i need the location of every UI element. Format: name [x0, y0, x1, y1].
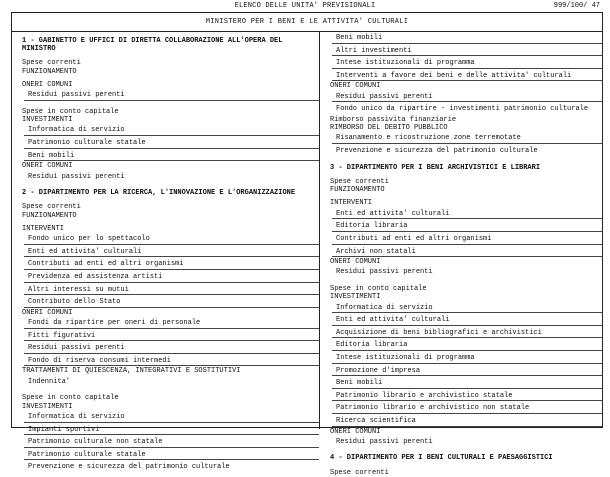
expense-category: Spese correnti	[22, 59, 81, 68]
subcategory-label: FUNZIONAMENTO	[22, 211, 77, 220]
budget-item: Fondo di riserva consumi intermedi	[12, 355, 319, 368]
subcategory-label: INVESTIMENTI	[330, 293, 381, 302]
budget-item: Editoria libraria	[320, 339, 602, 352]
budget-item: Patrimonio librario e archivistico statale	[320, 390, 602, 403]
section-heading: 4 - DIPARTIMENTO PER I BENI CULTURALI E PAESAGGISTICI	[330, 454, 553, 463]
budget-item: Interventi a favore dei beni e delle attivita' culturali	[320, 70, 602, 83]
budget-item: Patrimonio culturale statale	[12, 449, 319, 462]
subcategory-label: TRATTAMENTI DI QUIESCENZA, INTEGRATIVI E SOSTITUTIVI	[22, 367, 241, 376]
columns	[12, 32, 602, 477]
budget-item: Intese istituzionali di programma	[320, 57, 602, 70]
budget-item: Enti ed attivita' culturali	[12, 246, 319, 259]
budget-item: Residui passivi perenti	[28, 172, 125, 181]
budget-item: Contributi ad enti ed altri organismi	[12, 258, 319, 271]
budget-item: Informatica di servizio	[12, 124, 319, 137]
subcategory-label: INVESTIMENTI	[22, 402, 73, 411]
page-code: 999/100/ 47	[553, 2, 600, 10]
left-column	[12, 32, 320, 472]
budget-item: Informatica di servizio	[320, 302, 602, 315]
budget-item: Promozione d'impresa	[320, 365, 602, 378]
subcategory-label: FUNZIONAMENTO	[330, 186, 385, 195]
budget-item: Indennita'	[28, 377, 71, 386]
subcategory-label: ONERI COMUNI	[330, 427, 381, 436]
subcategory-label: ONERI COMUNI	[22, 308, 73, 317]
budget-item: Fondo unico da ripartire - investimenti patrimonio culturale	[336, 105, 589, 114]
subcategory-label: ONERI COMUNI	[22, 81, 73, 89]
budget-item: Fitti figurativi	[12, 330, 319, 343]
subcategory-label: INTERVENTI	[330, 199, 373, 208]
budget-item: Beni mobili	[12, 150, 319, 163]
budget-item: Archivi non statali	[320, 246, 602, 259]
budget-item: Altri interessi su mutui	[12, 284, 319, 297]
expense-category: Spese correnti	[330, 177, 389, 186]
expense-category: Spese in conto capitale	[22, 394, 119, 403]
budget-item: Prevenzione e sicurezza del patrimonio culturale	[28, 463, 230, 472]
budget-item: Ricerca scientifica	[320, 415, 602, 428]
budget-item: Previdenza ed assistenza artisti	[12, 271, 319, 284]
subcategory-label: FUNZIONAMENTO	[22, 67, 77, 76]
budget-item: Impianti sportivi	[12, 424, 319, 437]
budget-item: Contributo dello Stato	[12, 296, 319, 309]
section-heading: 2 - DIPARTIMENTO PER LA RICERCA, L'INNOVAZIONE E L'ORGANIZZAZIONE	[22, 189, 296, 198]
subcategory-label: INVESTIMENTI	[22, 116, 73, 125]
budget-item: Patrimonio culturale statale	[12, 137, 319, 150]
table-frame	[11, 12, 603, 477]
right-column	[320, 32, 602, 477]
budget-item: Acquisizione di beni bibliografici e archivistici	[320, 327, 602, 340]
expense-category: Spese correnti	[330, 468, 389, 477]
subcategory-label: INTERVENTI	[22, 224, 65, 233]
budget-item: Editoria libraria	[320, 220, 602, 233]
expense-category: Spese correnti	[22, 203, 81, 212]
budget-item: Patrimonio librario e archivistico non statale	[320, 402, 602, 415]
budget-item: Patrimonio culturale non statale	[12, 436, 319, 449]
budget-item: Enti ed attivita' culturali	[320, 208, 602, 221]
budget-item: Beni mobili	[320, 377, 602, 390]
subcategory-label: RIMBORSO DEL DEBITO PUBBLICO	[330, 124, 448, 133]
expense-category: Spese in conto capitale	[22, 107, 119, 116]
expense-category: Spese in conto capitale	[330, 285, 427, 293]
section-heading: 1 - GABINETTO E UFFICI DI DIRETTA COLLABORAZIONE ALL'OPERA DEL MINISTRO	[22, 37, 283, 54]
budget-item: Residui passivi perenti	[12, 89, 319, 102]
budget-item: Altri investimenti	[320, 45, 602, 58]
budget-item: Prevenzione e sicurezza del patrimonio culturale	[336, 147, 538, 156]
subcategory-label: ONERI COMUNI	[22, 162, 73, 171]
document-title: ELENCO DELLE UNITA' PREVISIONALI	[234, 2, 376, 10]
expense-category: Rimborso passivita finanziarie	[330, 115, 457, 124]
budget-item: Intese istituzionali di programma	[320, 352, 602, 365]
budget-item: Risanamento e ricostruzione zone terremotate	[320, 132, 602, 145]
section-heading: 3 - DIPARTIMENTO PER I BENI ARCHIVISTICI E LIBRARI	[330, 163, 541, 172]
budget-item: Residui passivi perenti	[336, 268, 433, 277]
budget-item: Enti ed attivita' culturali	[320, 314, 602, 327]
budget-item: Fondo unico per lo spettacolo	[12, 233, 319, 246]
budget-item: Informatica di servizio	[12, 411, 319, 424]
budget-item: Fondi da ripartire per oneri di personale	[12, 317, 319, 330]
subcategory-label: ONERI COMUNI	[330, 82, 381, 91]
budget-item: Contributi ad enti ed altri organismi	[320, 233, 602, 246]
budget-item: Beni mobili	[320, 32, 602, 45]
budget-item: Residui passivi perenti	[336, 437, 433, 446]
subcategory-label: ONERI COMUNI	[330, 258, 381, 267]
ministry-heading: MINISTERO PER I BENI E LE ATTIVITA' CULTURALI	[12, 13, 602, 32]
budget-item: Residui passivi perenti	[320, 91, 602, 104]
budget-item: Residui passivi perenti	[12, 342, 319, 355]
